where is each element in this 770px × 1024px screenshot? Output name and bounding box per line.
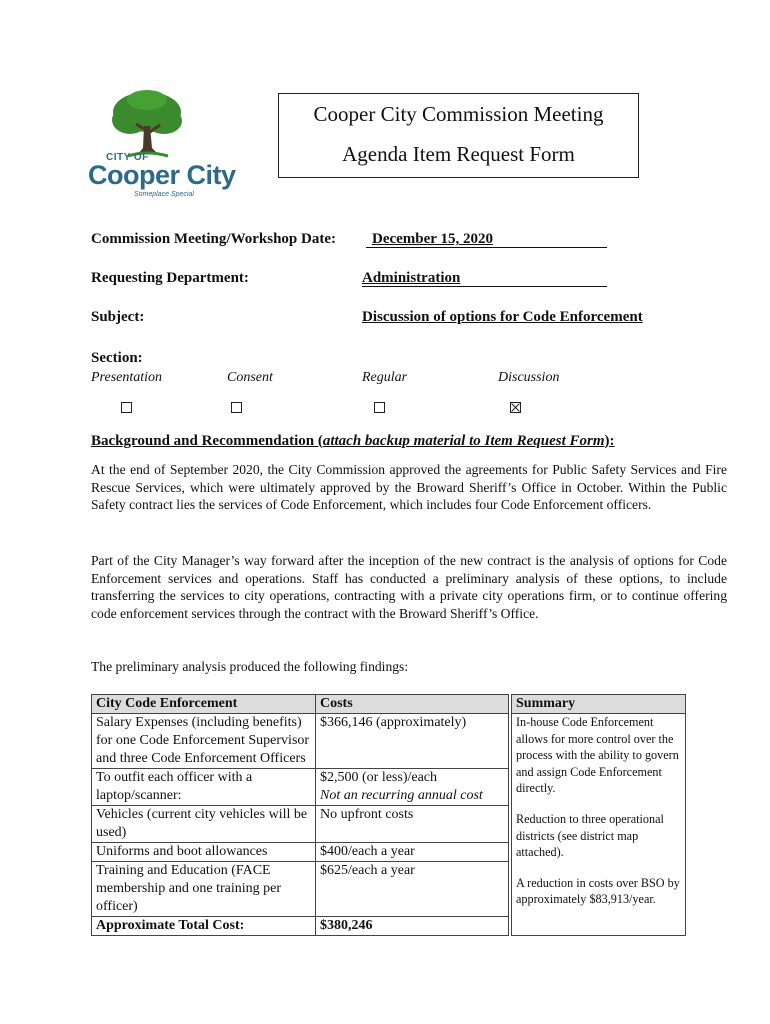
subject-value[interactable]: Discussion of options for Code Enforcement — [362, 309, 643, 325]
logo-city-name: Cooper City — [88, 160, 236, 190]
header-summary: Summary — [512, 695, 686, 714]
summary-in-house: In-house Code Enforcement allows for more control over the process with the ability to govern and assign Code Enforcement directly. — [516, 715, 679, 796]
form-title-box — [278, 93, 639, 178]
cost-training: $625/each a year — [316, 862, 509, 917]
section-option-discussion: Discussion — [498, 370, 560, 385]
section-option-presentation: Presentation — [91, 370, 163, 385]
table-header-row — [92, 695, 686, 714]
total-value: $380,246 — [316, 917, 509, 936]
table-row — [92, 714, 686, 769]
findings-table — [91, 694, 686, 936]
section-label: Section: — [91, 350, 143, 366]
subject-label: Subject: — [91, 309, 145, 325]
findings-intro: The preliminary analysis produced the following findings: — [91, 659, 409, 674]
item-training: Training and Education (FACE membership and one training per officer) — [92, 862, 316, 917]
cost-vehicles: No upfront costs — [316, 806, 509, 843]
header-costs: Costs — [316, 695, 509, 714]
summary-cell — [512, 714, 686, 936]
item-laptop: To outfit each officer with a laptop/scanner: — [92, 769, 316, 806]
cost-salary: $366,146 (approximately) — [316, 714, 509, 769]
department-label: Requesting Department: — [91, 270, 249, 286]
tree-icon — [110, 90, 184, 160]
regular-checkbox[interactable] — [374, 402, 385, 413]
cost-laptop — [316, 769, 509, 806]
discussion-checkbox-checked[interactable] — [510, 402, 521, 413]
heading-suffix: ): — [604, 433, 615, 449]
background-heading — [91, 433, 615, 450]
cost-uniforms: $400/each a year — [316, 843, 509, 862]
item-salary: Salary Expenses (including benefits) for one Code Enforcement Supervisor and three Code Enforcement Officers — [92, 714, 316, 769]
consent-checkbox[interactable] — [231, 402, 242, 413]
logo-tagline: Someplace Special — [134, 191, 194, 198]
background-paragraph-1: At the end of September 2020, the City Commission approved the agreements for Public Safety Services and Fire Rescue Services, which were ultimately approved by the Broward Sheriff’s Office in October. Within the Public Safety contract lies the services of Code Enforcement, which includes four Code Enforcement officers. — [91, 462, 727, 513]
meeting-title: Cooper City Commission Meeting — [313, 102, 604, 126]
date-label: Commission Meeting/Workshop Date: — [91, 231, 336, 247]
cost-laptop-note: Not an recurring annual cost — [320, 788, 483, 803]
logo-city-of: CITY OF — [106, 152, 149, 163]
header-city-code-enforcement: City Code Enforcement — [92, 695, 316, 714]
total-label: Approximate Total Cost: — [92, 917, 316, 936]
date-value[interactable]: December 15, 2020 — [372, 231, 493, 247]
section-option-regular: Regular — [362, 370, 408, 385]
heading-italic-note: attach backup material to Item Request Form — [322, 433, 605, 449]
item-vehicles: Vehicles (current city vehicles will be used) — [92, 806, 316, 843]
department-value[interactable]: Administration — [362, 270, 461, 286]
summary-districts: Reduction to three operational districts (see district map attached). — [516, 811, 664, 860]
summary-cost-reduction: A reduction in costs over BSO by approximately $83,913/year. — [516, 875, 680, 907]
heading-prefix: Background and Recommendation ( — [91, 433, 323, 449]
background-paragraph-2: Part of the City Manager’s way forward after the inception of the new contract is the analysis of options for Code Enforcement services and operations. Staff has conducted a preliminary analysis of these options, to include transferring the services to city operations, contracting with a private city operations firm, or to continue offering code enforcement services through the contract with the Broward Sheriff’s Office. — [91, 553, 727, 621]
cost-laptop-value: $2,500 (or less)/each — [320, 770, 438, 785]
city-logo — [86, 90, 236, 206]
presentation-checkbox[interactable] — [121, 402, 132, 413]
form-title: Agenda Item Request Form — [342, 142, 575, 166]
section-option-consent: Consent — [227, 370, 273, 385]
item-uniforms: Uniforms and boot allowances — [92, 843, 316, 862]
